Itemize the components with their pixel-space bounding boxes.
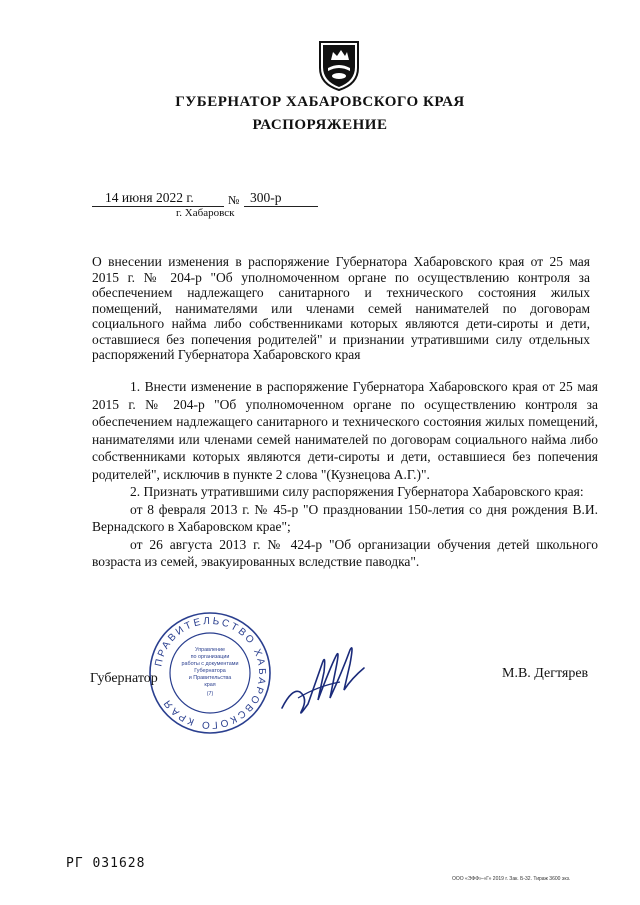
header-subtitle: РАСПОРЯЖЕНИЕ (252, 117, 388, 133)
official-stamp (148, 611, 272, 735)
header-title: ГУБЕРНАТОР ХАБАРОВСКОГО КРАЯ (175, 94, 465, 110)
signer-position: Губернатор (90, 671, 158, 686)
stamp-line-6: края (204, 682, 216, 688)
number-mark: № (228, 193, 240, 207)
stamp-ring-text: ПРАВИТЕЛЬСТВО ХАБАРОВСКОГО КРАЯ (153, 615, 268, 731)
handwritten-signature (278, 638, 370, 722)
paragraph-2: 2. Признать утратившими силу распоряжения Губернатора Хабаровского края: (130, 484, 584, 499)
paragraph-3: от 8 февраля 2013 г. № 45-р "О праздновании 150-летия со дня рождения В.И. Вернадского в Хабаровском крае"; (92, 501, 598, 534)
paragraph-1: 1. Внести изменение в распоряжение Губернатора Хабаровского края от 25 мая 2015 г. № 204-р "Об уполномоченном органе по осуществлению контроля за обеспечением надлежащего санитарного и технического состояния жилых помещений, нанимателями или членами семей нанимателей по договорам социального найма либо собственниками которых являются дети-сироты и дети, оставшиеся без попечения родителей", исключив в пункте 2 слова "(Кузнецова А.Г.)". (92, 379, 598, 482)
document-heading: О внесении изменения в распоряжение Губернатора Хабаровского края от 25 мая 2015 г. № 204-р "Об уполномоченном органе по осуществлению контроля за обеспечением надлежащего санитарного и технического состояния жилых помещений, нанимателями или членами семей нанимателей по договорам социального найма либо собственниками которых являются дети-сироты и дети, оставшиеся без попечения родителей" и признании утратившими силу отдельных распоряжений Губернатора Хабаровского края (92, 254, 590, 362)
document-body (92, 378, 598, 571)
stamp-line-4: Губернатора (194, 668, 226, 674)
serial-number: РГ 031628 (66, 856, 146, 871)
document-date: 14 июня 2022 г. (105, 190, 194, 205)
stamp-line-5: и Правительства (188, 675, 232, 681)
stamp-line-3: работы с документами (181, 661, 239, 667)
document-city: г. Хабаровск (176, 207, 235, 219)
khabarovsk-coat-of-arms-icon (316, 38, 362, 92)
stamp-line-1: Управление (195, 647, 225, 653)
stamp-line-2: по организации (190, 654, 230, 660)
document-number: 300-р (250, 190, 282, 205)
number-underline (244, 206, 318, 207)
printer-imprint: ООО «ЭФФ»-«Г» 2019 г. Зак. Б-32. Тираж 3600 экз. (452, 876, 571, 882)
paragraph-4: от 26 августа 2013 г. № 424-р "Об организации обучения детей школьного возраста из семей, эвакуированных вследствие паводка". (92, 536, 598, 569)
signer-name: М.В. Дегтярев (502, 666, 589, 681)
stamp-line-7: (7) (206, 691, 214, 697)
